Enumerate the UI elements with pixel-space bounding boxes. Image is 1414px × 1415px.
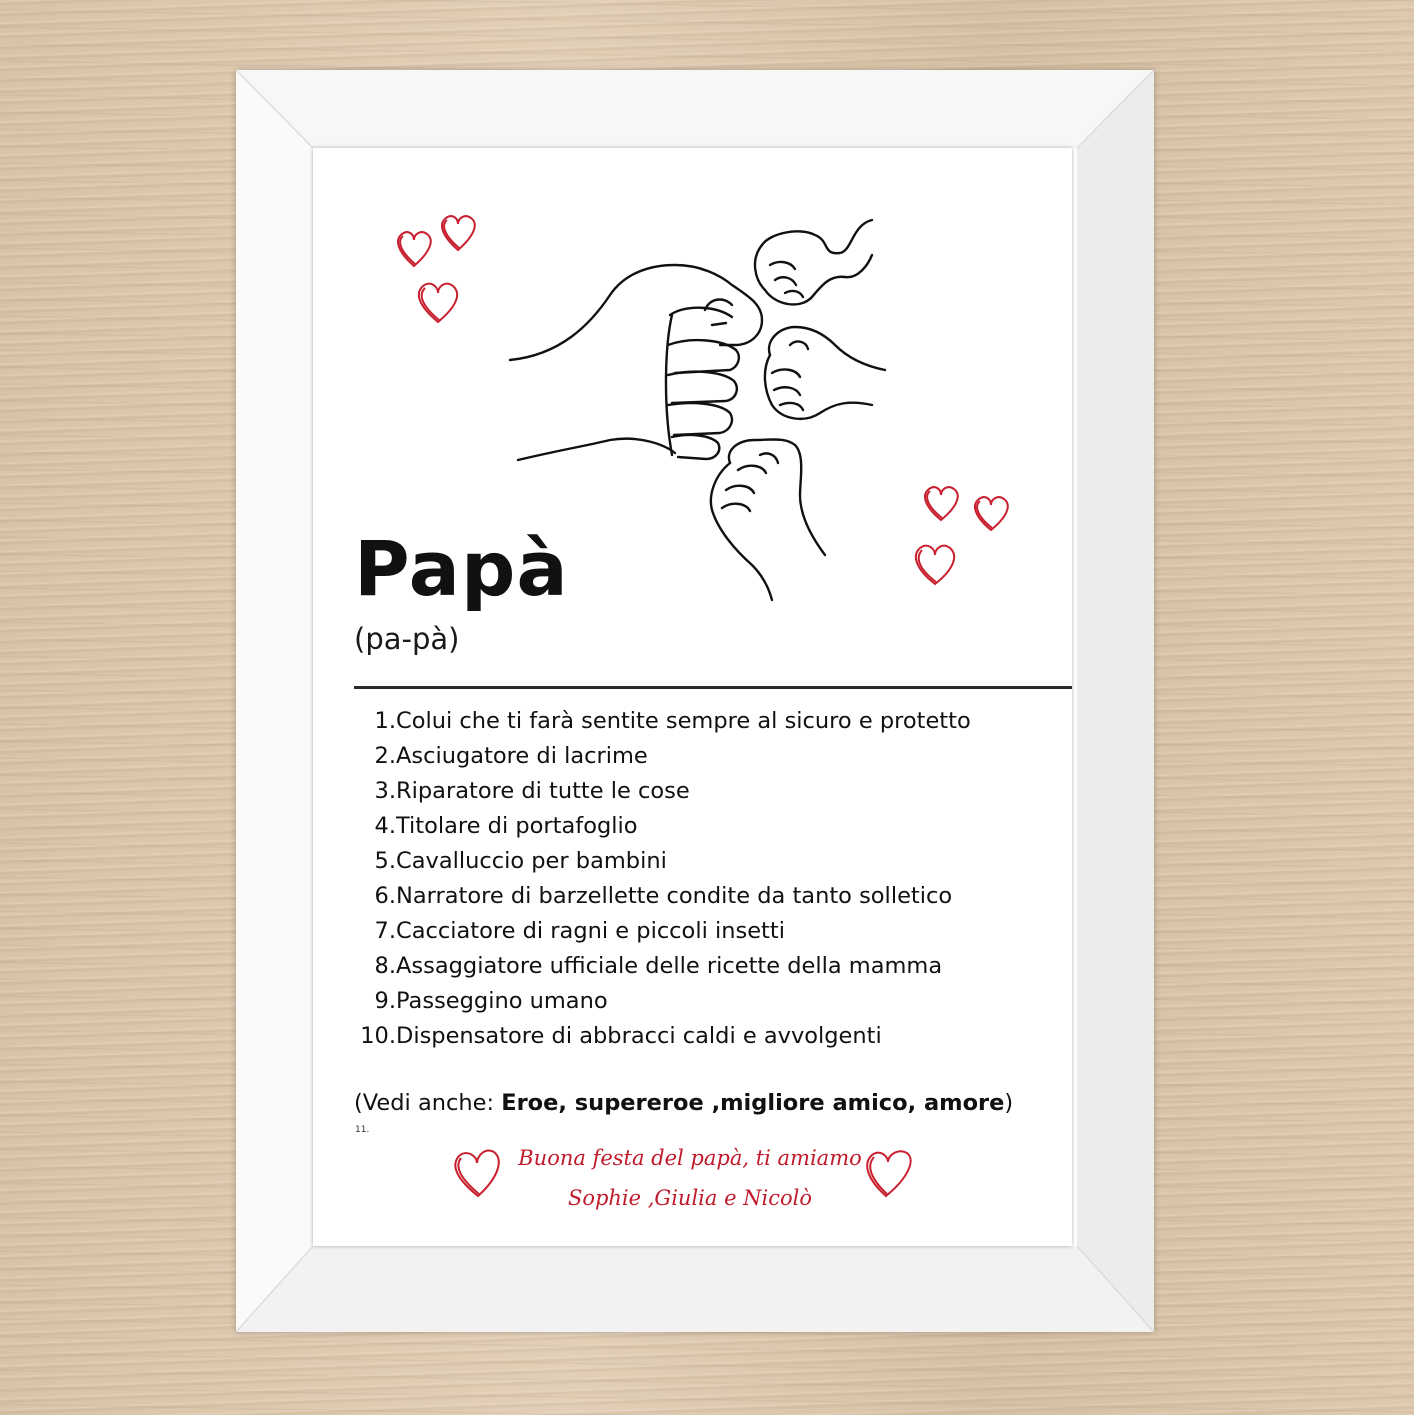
see-also xyxy=(354,1090,1013,1116)
item-text: Dispensatore di abbracci caldi e avvolgenti xyxy=(396,1023,882,1049)
heart-cluster-top-left xyxy=(390,210,490,330)
list-item xyxy=(354,704,971,739)
item-number: 4. xyxy=(374,813,396,839)
item-number: 1. xyxy=(374,708,396,734)
dedication-line-2: Sophie ,Giulia e Nicolò xyxy=(567,1186,813,1210)
item-number: 10. xyxy=(360,1023,396,1049)
item-number: 9. xyxy=(374,988,396,1014)
list-item xyxy=(354,844,971,879)
see-also-terms: Eroe, supereroe ,migliore amico, amore xyxy=(501,1090,1005,1116)
item-text: Assaggiatore ufficiale delle ricette della mamma xyxy=(396,953,943,979)
item-text: Cacciatore di ragni e piccoli insetti xyxy=(396,918,785,944)
list-item xyxy=(354,879,971,914)
see-also-suffix: ) xyxy=(1004,1090,1014,1116)
item-text: Asciugatore di lacrime xyxy=(396,743,648,769)
item-number: 5. xyxy=(374,848,396,874)
list-item xyxy=(354,1019,971,1054)
item-number: 6. xyxy=(374,883,396,909)
definition-list xyxy=(354,704,971,1054)
dedication xyxy=(500,1138,880,1218)
see-also-prefix: (Vedi anche: xyxy=(354,1090,502,1116)
list-item xyxy=(354,809,971,844)
stray-number: 11. xyxy=(355,1125,370,1135)
item-number: 7. xyxy=(374,918,396,944)
item-text: Colui che ti farà sentite sempre al sicuro e protetto xyxy=(396,708,971,734)
item-text: Titolare di portafoglio xyxy=(396,813,638,839)
dedication-line-1: Buona festa del papà, ti amiamo xyxy=(518,1146,862,1170)
item-text: Riparatore di tutte le cose xyxy=(396,778,690,804)
page-title: Papà xyxy=(354,524,569,613)
heart-cluster-right xyxy=(905,480,1015,590)
item-number: 3. xyxy=(374,778,396,804)
pronunciation: (pa-pà) xyxy=(354,622,460,656)
list-item xyxy=(354,774,971,809)
heart-icon xyxy=(448,1142,506,1202)
item-text: Passeggino umano xyxy=(396,988,608,1014)
list-item xyxy=(354,949,971,984)
item-text: Narratore di barzellette condite da tanto solletico xyxy=(396,883,953,909)
list-item xyxy=(354,984,971,1019)
list-item xyxy=(354,914,971,949)
item-number: 8. xyxy=(374,953,396,979)
divider xyxy=(354,686,1072,689)
list-item xyxy=(354,739,971,774)
item-number: 2. xyxy=(374,743,396,769)
item-text: Cavalluccio per bambini xyxy=(396,848,667,874)
